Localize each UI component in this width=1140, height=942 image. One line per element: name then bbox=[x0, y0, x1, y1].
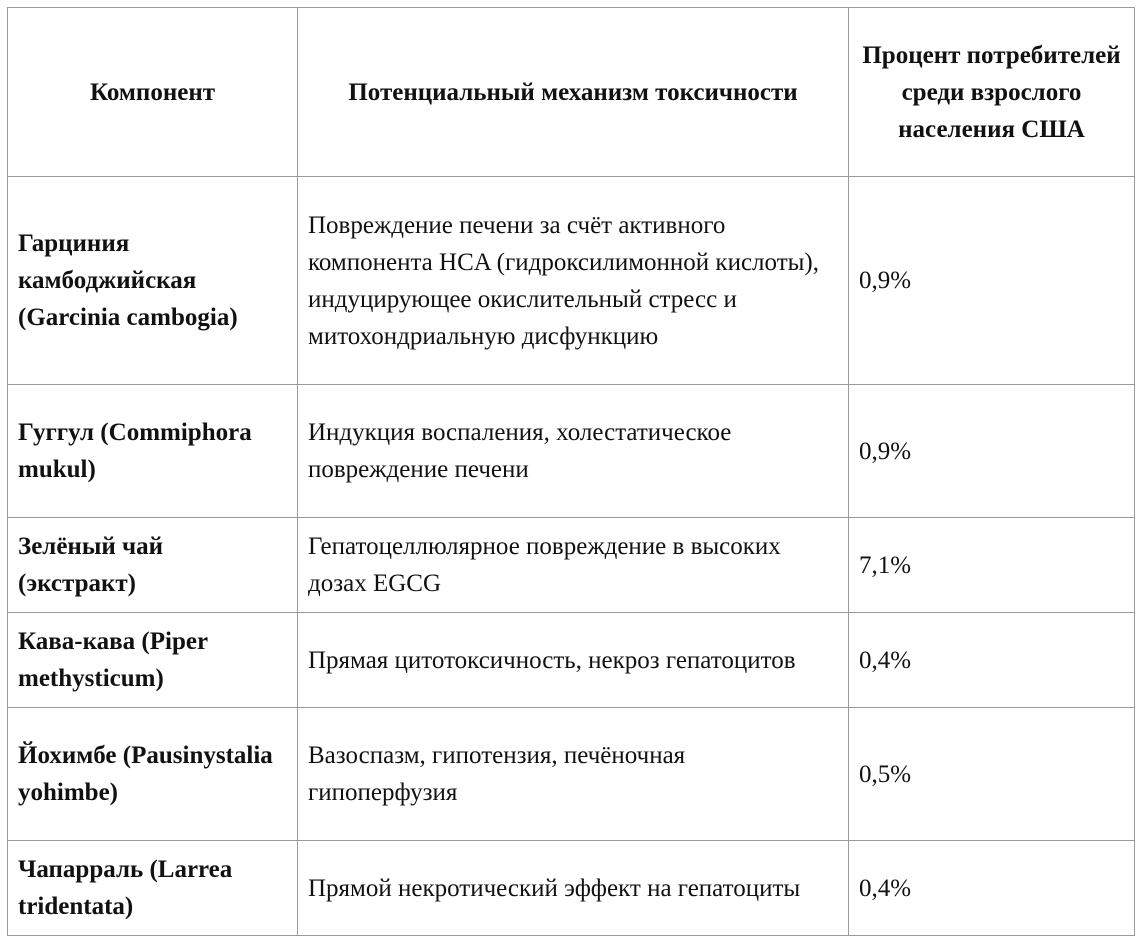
header-component: Компонент bbox=[8, 8, 298, 177]
percent-cell: 0,4% bbox=[849, 613, 1135, 708]
percent-cell: 0,4% bbox=[849, 841, 1135, 936]
component-cell: Чапарраль (Larrea tridentata) bbox=[8, 841, 298, 936]
percent-cell: 7,1% bbox=[849, 518, 1135, 613]
component-cell: Йохимбе (Pausinystalia yohimbe) bbox=[8, 708, 298, 841]
component-cell: Гарциния камбоджийская (Garcinia cambogia) bbox=[8, 177, 298, 385]
mechanism-cell: Гепатоцеллюлярное повреждение в высоких дозах EGCG bbox=[298, 518, 849, 613]
header-row bbox=[8, 8, 1135, 177]
mechanism-cell: Повреждение печени за счёт активного компонента HCA (гидроксилимонной кислоты), индуцирующее окислительный стресс и митохондриальную дисфункцию bbox=[298, 177, 849, 385]
mechanism-cell: Вазоспазм, гипотензия, печёночная гипоперфузия bbox=[298, 708, 849, 841]
component-cell: Кава-кава (Piper methysticum) bbox=[8, 613, 298, 708]
table-row bbox=[8, 841, 1135, 936]
component-cell: Зелёный чай (экстракт) bbox=[8, 518, 298, 613]
table-container bbox=[7, 7, 1135, 936]
table-row bbox=[8, 613, 1135, 708]
mechanism-cell: Индукция воспаления, холестатическое повреждение печени bbox=[298, 385, 849, 518]
mechanism-cell: Прямой некротический эффект на гепатоциты bbox=[298, 841, 849, 936]
component-cell: Гуггул (Commiphora mukul) bbox=[8, 385, 298, 518]
table-row bbox=[8, 708, 1135, 841]
percent-cell: 0,9% bbox=[849, 177, 1135, 385]
table-row bbox=[8, 177, 1135, 385]
header-mechanism: Потенциальный механизм токсичности bbox=[298, 8, 849, 177]
mechanism-cell: Прямая цитотоксичность, некроз гепатоцитов bbox=[298, 613, 849, 708]
percent-cell: 0,9% bbox=[849, 385, 1135, 518]
header-percent: Процент потребителей среди взрослого населения США bbox=[849, 8, 1135, 177]
toxicity-table bbox=[7, 7, 1135, 936]
percent-cell: 0,5% bbox=[849, 708, 1135, 841]
table-row bbox=[8, 385, 1135, 518]
table-row bbox=[8, 518, 1135, 613]
